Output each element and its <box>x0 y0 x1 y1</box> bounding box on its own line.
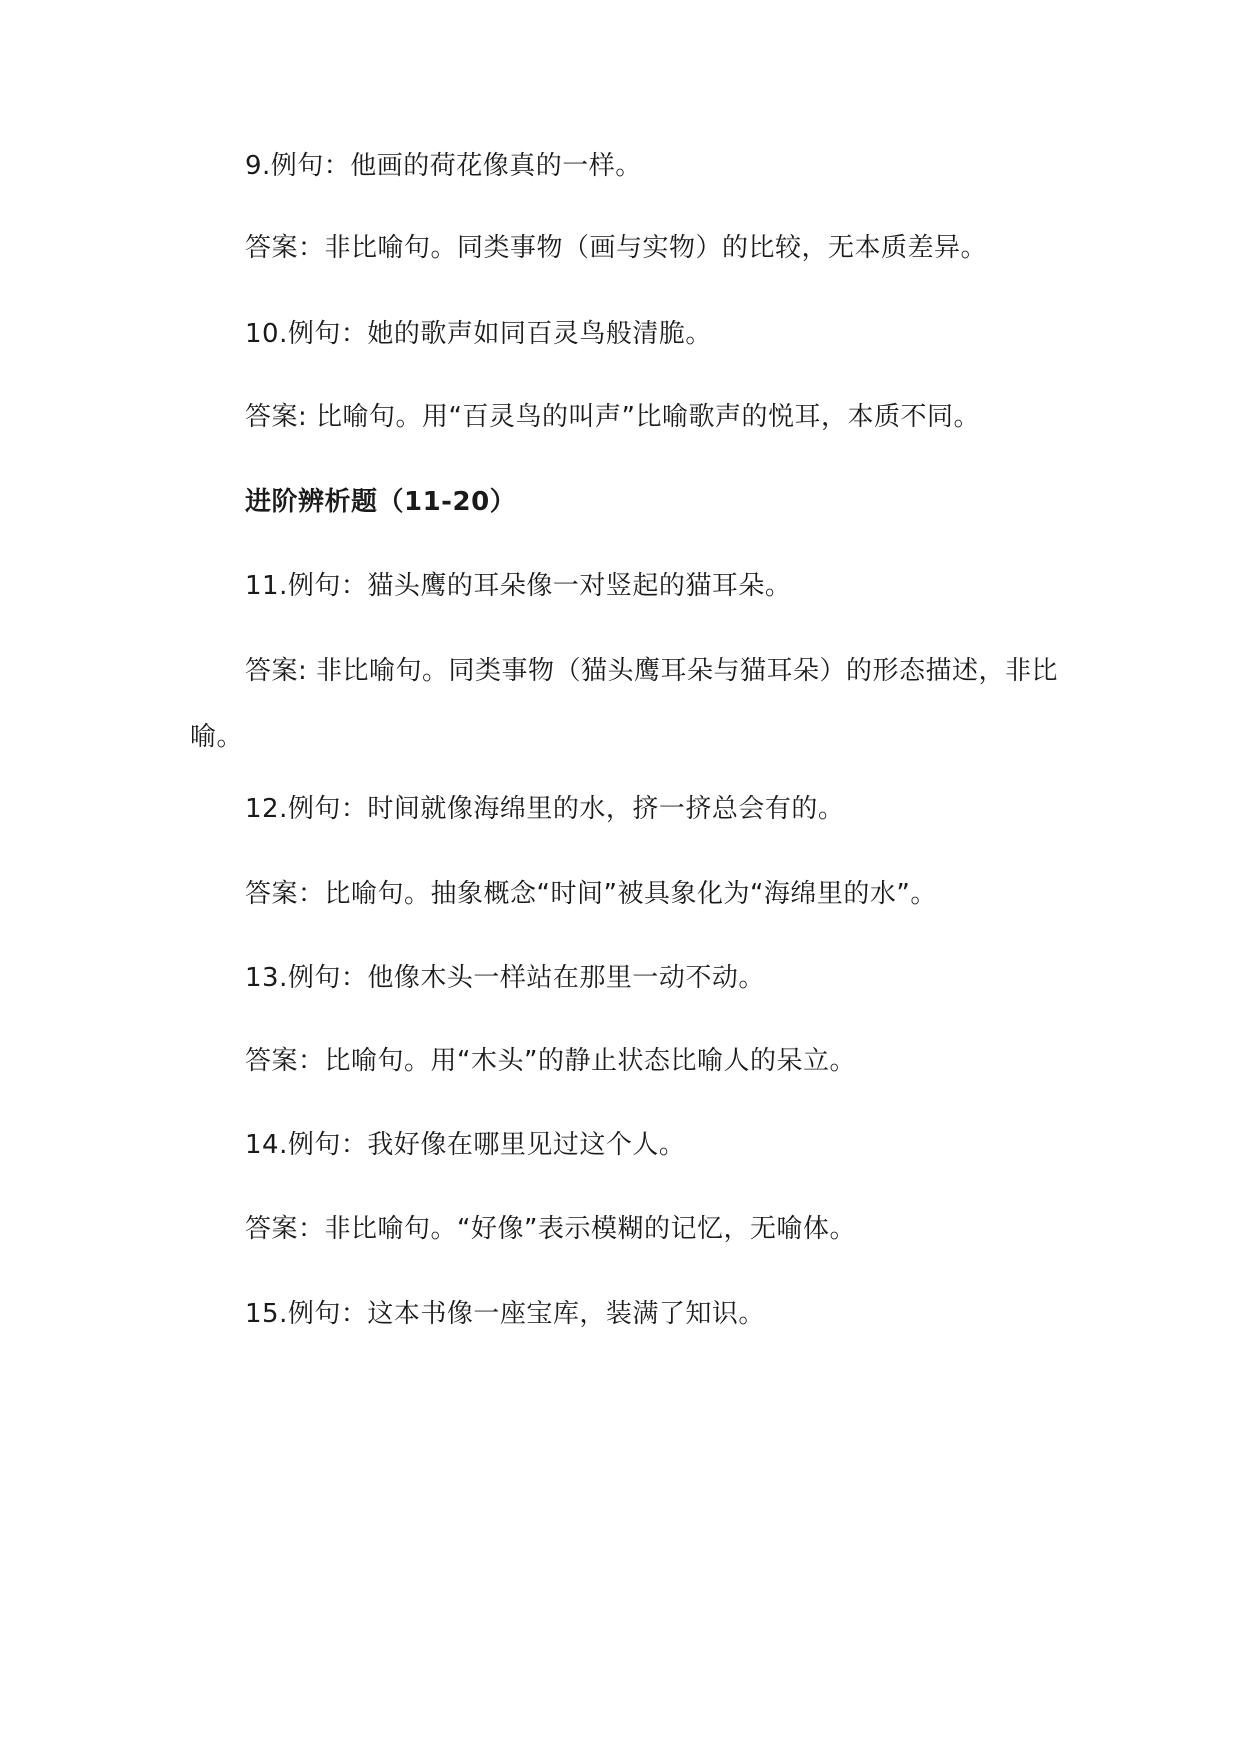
question-11: 11.例句：猫头鹰的耳朵像一对竖起的猫耳朵。 <box>245 571 792 601</box>
answer-14: 答案：非比喻句。“好像”表示模糊的记忆，无喻体。 <box>245 1214 856 1244</box>
answer-9: 答案：非比喻句。同类事物（画与实物）的比较，无本质差异。 <box>245 233 988 263</box>
answer-10: 答案: 比喻句。用“百灵鸟的叫声”比喻歌声的悦耳，本质不同。 <box>245 402 980 432</box>
answer-12: 答案：比喻句。抽象概念“时间”被具象化为“海绵里的水”。 <box>245 879 937 909</box>
section-heading: 进阶辨析题（11-20） <box>245 487 517 517</box>
answer-13: 答案：比喻句。用“木头”的静止状态比喻人的呆立。 <box>245 1046 856 1076</box>
question-12: 12.例句：时间就像海绵里的水，挤一挤总会有的。 <box>245 794 845 824</box>
question-15: 15.例句：这本书像一座宝库，装满了知识。 <box>245 1299 765 1329</box>
question-13: 13.例句：他像木头一样站在那里一动不动。 <box>245 963 765 993</box>
question-9: 9.例句：他画的荷花像真的一样。 <box>245 151 642 181</box>
question-14: 14.例句：我好像在哪里见过这个人。 <box>245 1130 686 1160</box>
question-10: 10.例句：她的歌声如同百灵鸟般清脆。 <box>245 319 712 349</box>
answer-11: 答案: 非比喻句。同类事物（猫头鹰耳朵与猫耳朵）的形态描述，非比喻。 <box>190 656 1059 752</box>
